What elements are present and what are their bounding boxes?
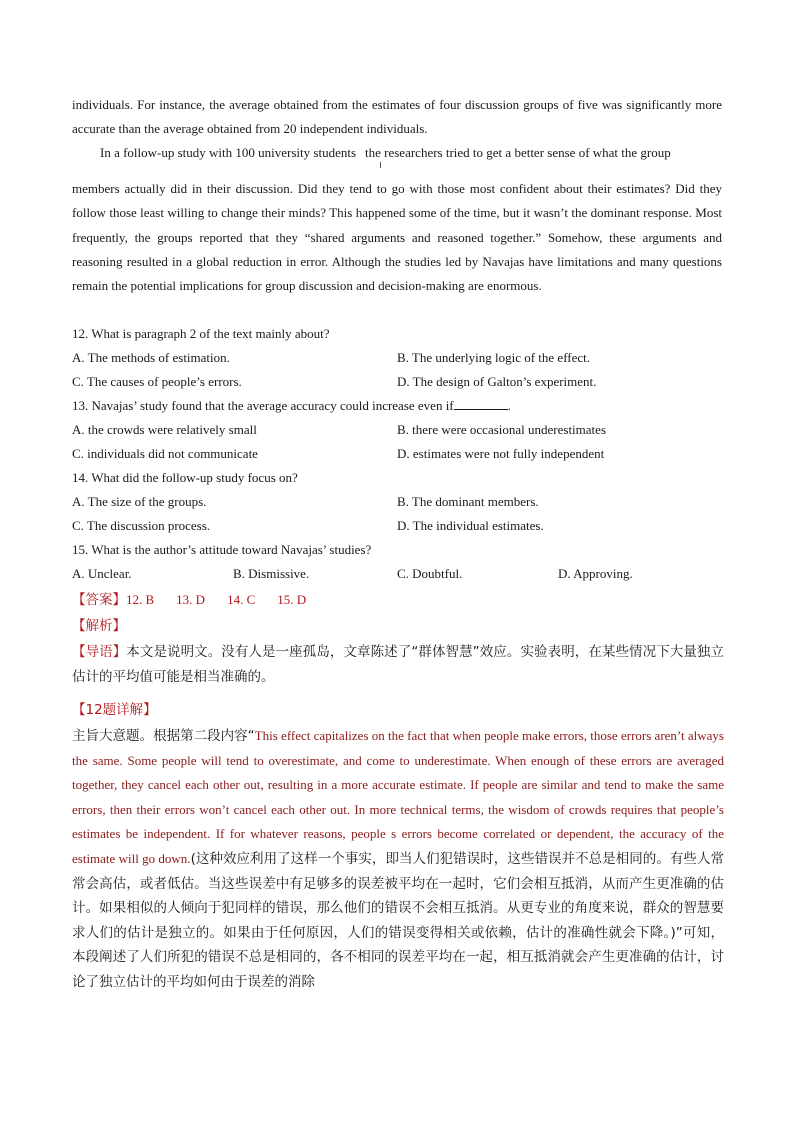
- question-13-option-b: B. there were occasional underestimates: [397, 422, 606, 437]
- q12-translation: (这种效应利用了这样一个事实，即当人们犯错误时，这些错误并不总是相同的。有些人常常会高估，或者低估。当这些误差中有足够多的误差被平均在一起时，它们会相互抵消，从而产生更准确的估计。如果相似的人倾向于犯同样的错误，那么他们的错误不会相互抵消。从更专业的角度来说，群众的智慧要求人们的估计是独立的。如果由于任何原因，人们的错误变得相关或依赖，估计的准确性就会下降。): [72, 850, 724, 941]
- passage-paragraph-2-first-line: [72, 141, 722, 165]
- answer-14: 14. C: [227, 592, 256, 607]
- question-13-stem-end: .: [507, 398, 511, 413]
- q12-intro: 主旨大意题。根据第二段内容“: [72, 728, 255, 744]
- question-13-stem: [72, 394, 722, 418]
- passage-paragraph-2-body: members actually did in their discussion. Did they tend to go with those most confident about their estimates? Did they follow those least willing to change their minds? This happened some of the time, but it wasn’t the dominant response. Most frequently, the groups reported that they “shared arguments and reasoned together.” Somehow, these arguments and reasoning resulted in a global reduction in error. Although the studies led by Navajas have limitations and many questions remain the potential implications for group discussion and decision-making are enormous.: [72, 181, 722, 294]
- question-14-option-b: B. The dominant members.: [397, 494, 539, 509]
- question-15-option-c: C. Doubtful.: [397, 566, 463, 581]
- answer-12: 12. B: [126, 592, 155, 607]
- answer-label: 【答案】: [72, 592, 126, 608]
- question-15-option-d: D. Approving.: [558, 566, 633, 581]
- passage-paragraph-1-end: individuals. For instance, the average obtained from the estimates of four discussion groups of five was significantly more accurate than the average obtained from 20 independent individuals.: [72, 97, 722, 137]
- analysis-heading: [72, 614, 126, 638]
- question-15-option-b: B. Dismissive.: [233, 566, 310, 581]
- answer-15: 15. D: [277, 592, 307, 607]
- question-12-stem: 12. What is paragraph 2 of the text mainly about?: [72, 326, 330, 341]
- question-14-stem: 14. What did the follow-up study focus on?: [72, 470, 298, 485]
- passage-paragraph-2-start: In a follow-up study with 100 university students: [100, 145, 357, 160]
- question-13-option-d: D. estimates were not fully independent: [397, 446, 605, 461]
- fill-in-blank: [454, 397, 508, 410]
- answer-13: 13. D: [176, 592, 206, 607]
- question-13-stem-text: 13. Navajas’ study found that the average accuracy could increase even if: [72, 398, 454, 413]
- q12-detail-paragraph: [72, 724, 724, 995]
- guide-paragraph: [72, 640, 724, 689]
- guide-label: 【导语】: [72, 644, 127, 660]
- question-14-option-c: C. The discussion process.: [72, 518, 211, 533]
- passage-paragraph-2-start-tail: the researchers tried to get a better sense of what the group: [365, 145, 671, 160]
- question-12-option-b: B. The underlying logic of the effect.: [397, 350, 591, 365]
- question-13-option-c: C. individuals did not communicate: [72, 446, 258, 461]
- q12-quote: This effect capitalizes on the fact that when people make errors, those errors aren’t always the same. Some people will tend to overestimate, and come to underestimate. When enough of these errors are averaged together, they cancel each other out, resulting in a more accurate estimate. If people are similar and tend to make the same errors, then their errors won’t cancel each other out. In more technical terms, the wisdom of crowds requires that people’s estimates be independent. If for whatever reasons, people s errors become correlated or dependent, the accuracy of the estimate will go down.: [72, 728, 724, 866]
- question-12-option-a: A. The methods of estimation.: [72, 350, 230, 365]
- q12-detail-heading: [72, 698, 157, 722]
- stray-mark: [380, 162, 381, 168]
- question-12-option-d: D. The design of Galton’s experiment.: [397, 374, 597, 389]
- question-15-option-a: A. Unclear.: [72, 566, 132, 581]
- question-14-option-d: D. The individual estimates.: [397, 518, 544, 533]
- q12-conclusion: ”可知，本段阐述了人们所犯的错误不总是相同的，各不相同的误差平均在一起，相互抵消就会产生更准确的估计，讨论了独立估计的平均如何由于误差的消除: [72, 924, 724, 990]
- question-14-option-a: A. The size of the groups.: [72, 494, 207, 509]
- question-12-option-c: C. The causes of people’s errors.: [72, 374, 242, 389]
- analysis-label: 【解析】: [72, 618, 126, 634]
- q12-detail-label: 【12题详解】: [72, 702, 157, 718]
- question-13-option-a: A. the crowds were relatively small: [72, 422, 257, 437]
- guide-text: 本文是说明文。没有人是一座孤岛，文章陈述了“群体智慧”效应。实验表明，在某些情况下大量独立估计的平均值可能是相当准确的。: [72, 644, 724, 685]
- answer-line: [72, 588, 306, 612]
- question-15-stem: 15. What is the author’s attitude toward Navajas’ studies?: [72, 542, 372, 557]
